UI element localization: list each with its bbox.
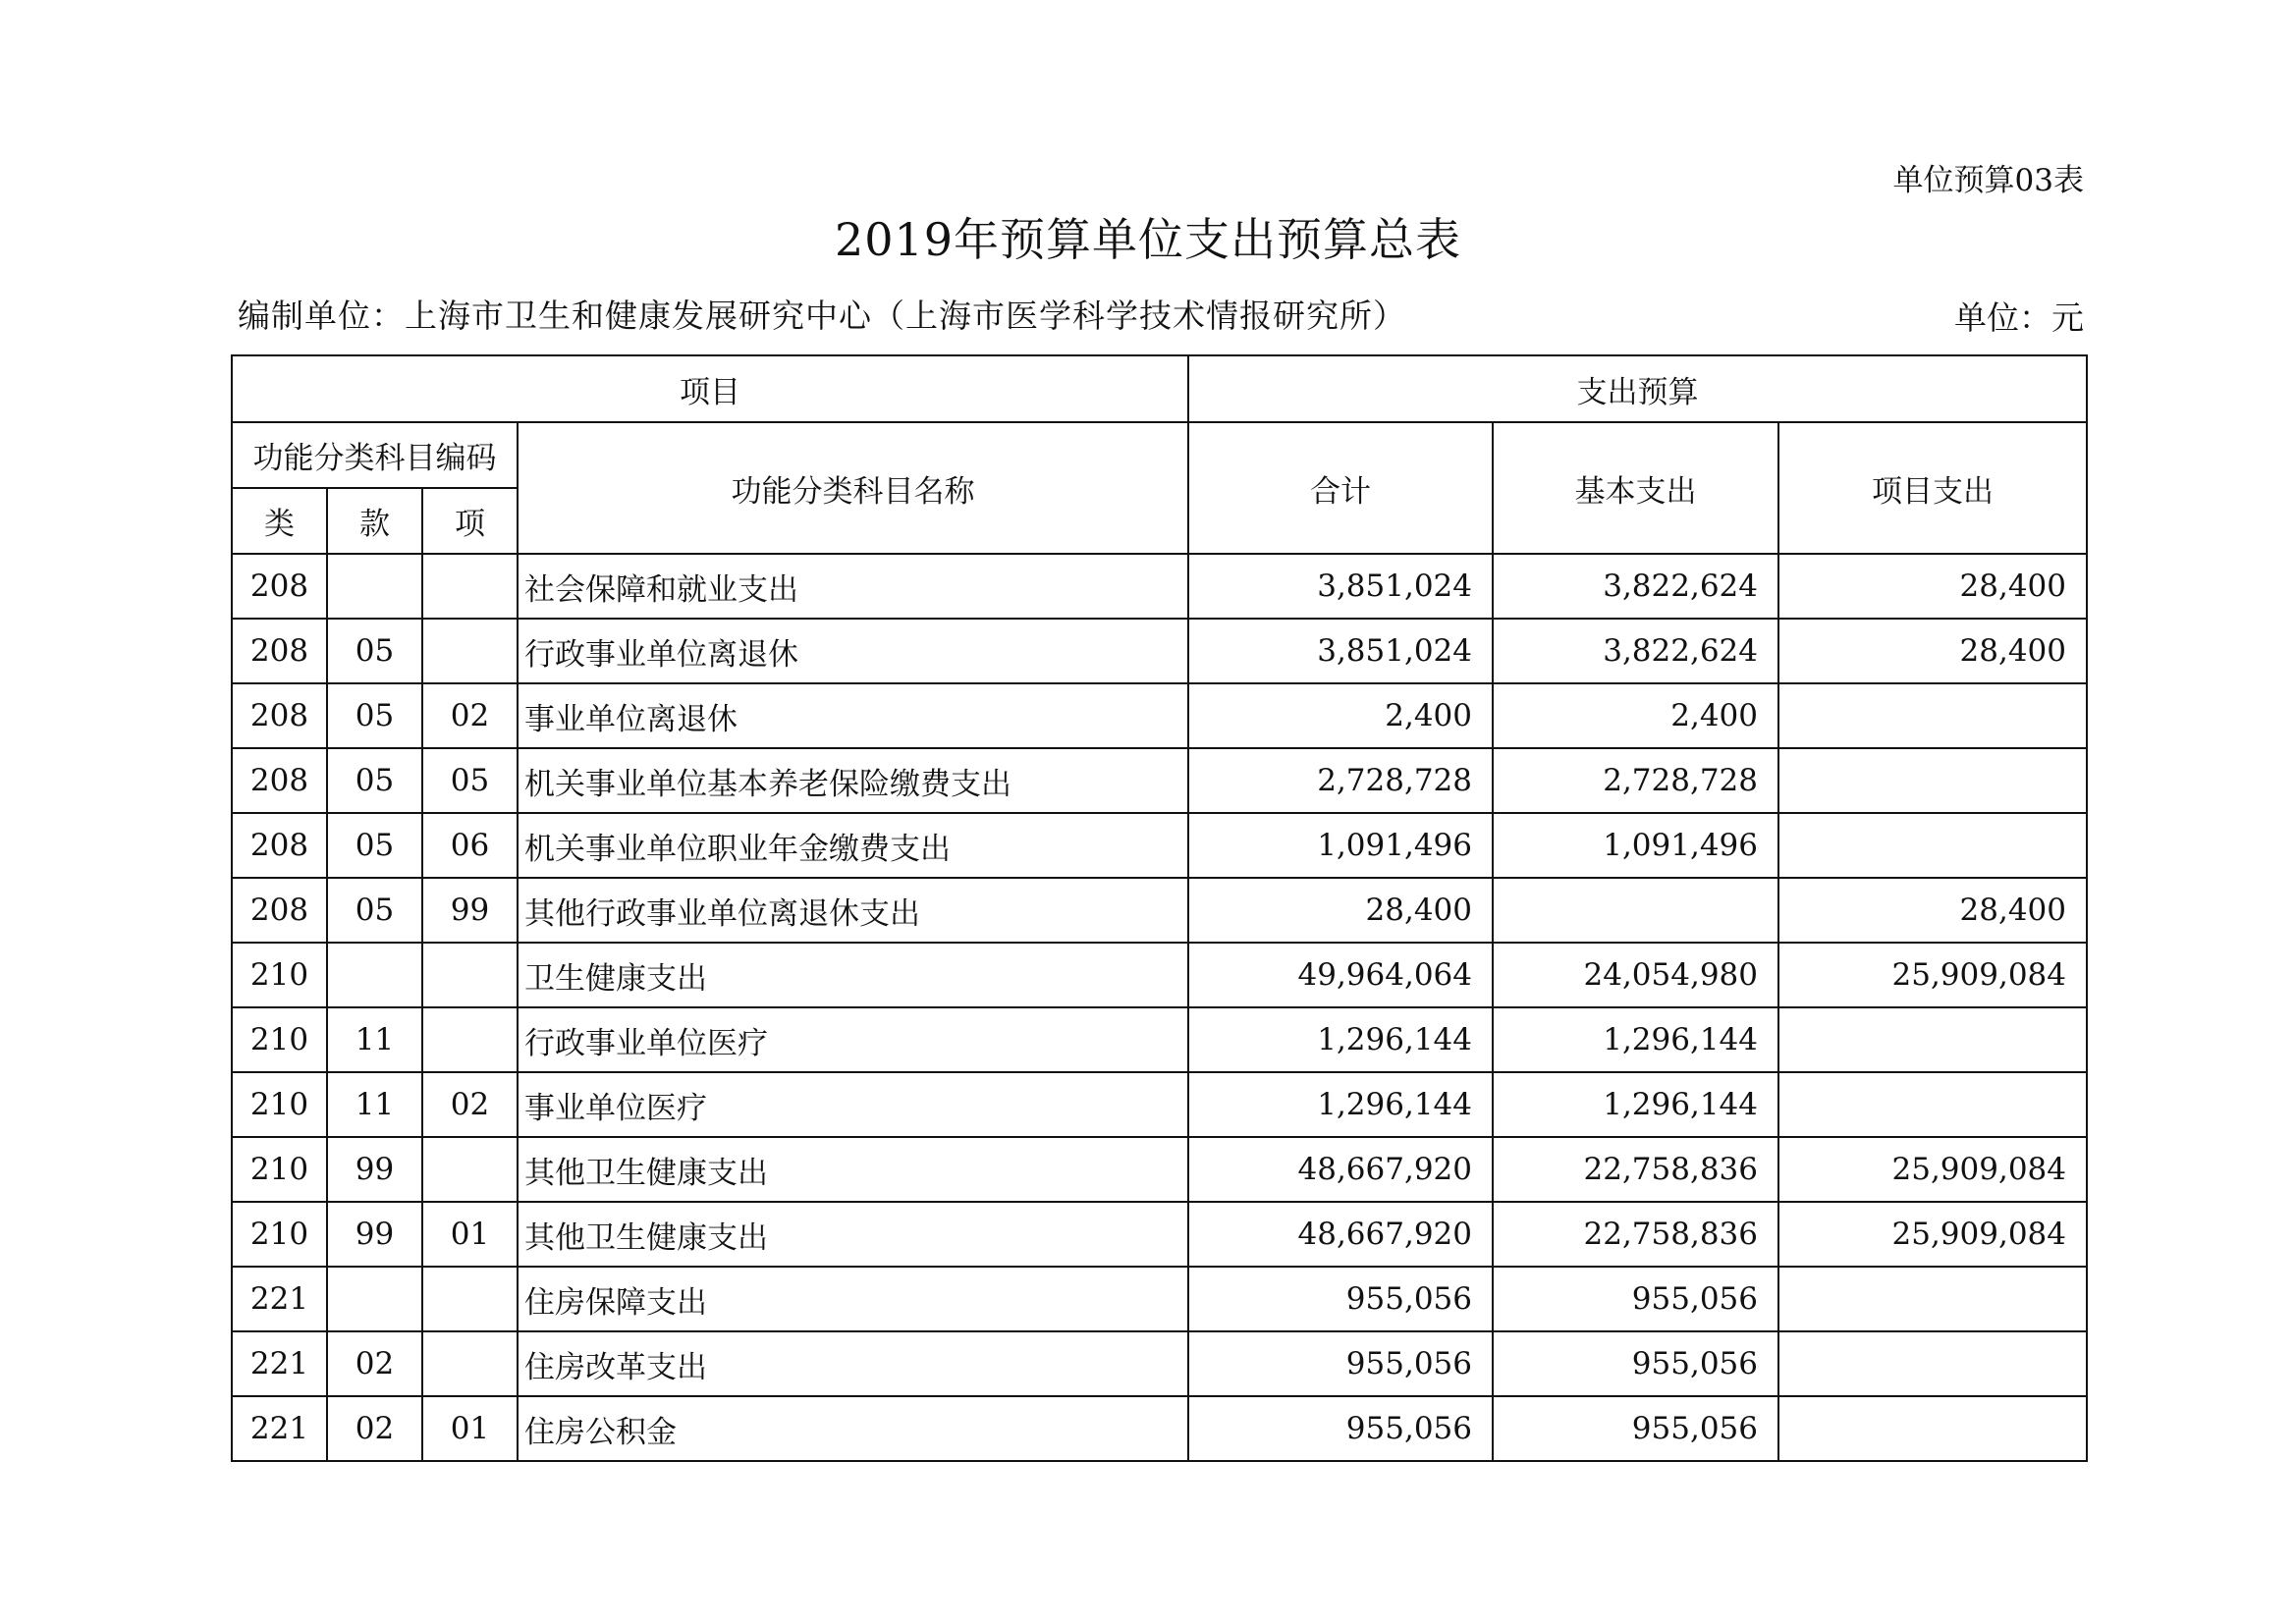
cell-name: 其他卫生健康支出 <box>518 1137 1188 1202</box>
cell-total: 3,851,024 <box>1188 554 1493 619</box>
cell-lei: 221 <box>232 1331 327 1396</box>
cell-total: 1,296,144 <box>1188 1007 1493 1072</box>
cell-basic: 2,728,728 <box>1493 748 1778 813</box>
cell-lei: 208 <box>232 683 327 748</box>
cell-lei: 208 <box>232 619 327 683</box>
cell-xiang <box>422 554 518 619</box>
cell-name: 其他卫生健康支出 <box>518 1202 1188 1267</box>
cell-xiang: 02 <box>422 683 518 748</box>
cell-kuan: 05 <box>327 619 422 683</box>
cell-project: 28,400 <box>1778 619 2087 683</box>
table-number: 单位预算03表 <box>1892 163 2084 198</box>
cell-project <box>1778 748 2087 813</box>
cell-kuan: 11 <box>327 1007 422 1072</box>
cell-lei: 221 <box>232 1396 327 1461</box>
cell-project <box>1778 1007 2087 1072</box>
cell-basic: 955,056 <box>1493 1396 1778 1461</box>
cell-project: 25,909,084 <box>1778 943 2087 1007</box>
cell-basic: 1,296,144 <box>1493 1007 1778 1072</box>
cell-lei: 210 <box>232 1137 327 1202</box>
cell-total: 28,400 <box>1188 878 1493 943</box>
cell-lei: 208 <box>232 813 327 878</box>
cell-kuan: 05 <box>327 683 422 748</box>
cell-xiang <box>422 1331 518 1396</box>
cell-project: 25,909,084 <box>1778 1202 2087 1267</box>
table-row <box>232 813 2087 878</box>
table-row <box>232 554 2087 619</box>
header-code-group: 功能分类科目编码 <box>232 422 518 488</box>
cell-basic: 3,822,624 <box>1493 619 1778 683</box>
cell-xiang <box>422 943 518 1007</box>
cell-kuan <box>327 554 422 619</box>
cell-xiang: 05 <box>422 748 518 813</box>
cell-xiang: 06 <box>422 813 518 878</box>
cell-name: 社会保障和就业支出 <box>518 554 1188 619</box>
cell-total: 2,400 <box>1188 683 1493 748</box>
cell-kuan: 05 <box>327 878 422 943</box>
cell-name: 事业单位医疗 <box>518 1072 1188 1137</box>
cell-basic: 3,822,624 <box>1493 554 1778 619</box>
header-basic-expense: 基本支出 <box>1493 422 1778 554</box>
cell-name: 机关事业单位基本养老保险缴费支出 <box>518 748 1188 813</box>
header-row-top <box>232 355 2087 422</box>
cell-xiang: 01 <box>422 1396 518 1461</box>
table-row <box>232 619 2087 683</box>
table-row <box>232 1072 2087 1137</box>
cell-total: 955,056 <box>1188 1396 1493 1461</box>
header-project-expense: 项目支出 <box>1778 422 2087 554</box>
cell-basic: 22,758,836 <box>1493 1202 1778 1267</box>
cell-xiang <box>422 1137 518 1202</box>
table-row <box>232 748 2087 813</box>
table-row <box>232 878 2087 943</box>
cell-basic: 955,056 <box>1493 1267 1778 1331</box>
cell-basic: 24,054,980 <box>1493 943 1778 1007</box>
cell-project <box>1778 683 2087 748</box>
cell-project <box>1778 1072 2087 1137</box>
cell-name: 事业单位离退休 <box>518 683 1188 748</box>
cell-kuan: 02 <box>327 1331 422 1396</box>
currency-unit: 单位：元 <box>1954 298 2084 337</box>
header-row-middle <box>232 422 2087 488</box>
cell-xiang: 02 <box>422 1072 518 1137</box>
cell-total: 3,851,024 <box>1188 619 1493 683</box>
header-category-name: 功能分类科目名称 <box>518 422 1188 554</box>
cell-total: 2,728,728 <box>1188 748 1493 813</box>
cell-name: 行政事业单位医疗 <box>518 1007 1188 1072</box>
cell-total: 1,091,496 <box>1188 813 1493 878</box>
cell-project: 28,400 <box>1778 554 2087 619</box>
header-expense-budget: 支出预算 <box>1188 355 2087 422</box>
cell-total: 955,056 <box>1188 1267 1493 1331</box>
cell-total: 955,056 <box>1188 1331 1493 1396</box>
cell-project <box>1778 1396 2087 1461</box>
cell-total: 48,667,920 <box>1188 1137 1493 1202</box>
cell-name: 住房改革支出 <box>518 1331 1188 1396</box>
budget-table <box>231 354 2088 1462</box>
cell-kuan <box>327 943 422 1007</box>
cell-xiang: 99 <box>422 878 518 943</box>
header-lei: 类 <box>232 488 327 554</box>
table-row <box>232 1267 2087 1331</box>
cell-lei: 208 <box>232 748 327 813</box>
table-row <box>232 1202 2087 1267</box>
cell-lei: 208 <box>232 554 327 619</box>
cell-basic: 1,296,144 <box>1493 1072 1778 1137</box>
table-row <box>232 683 2087 748</box>
cell-basic: 2,400 <box>1493 683 1778 748</box>
cell-total: 1,296,144 <box>1188 1072 1493 1137</box>
cell-xiang <box>422 1267 518 1331</box>
cell-name: 行政事业单位离退休 <box>518 619 1188 683</box>
cell-kuan <box>327 1267 422 1331</box>
table-row <box>232 1396 2087 1461</box>
cell-lei: 210 <box>232 1202 327 1267</box>
cell-basic: 1,091,496 <box>1493 813 1778 878</box>
cell-lei: 210 <box>232 943 327 1007</box>
cell-kuan: 05 <box>327 748 422 813</box>
cell-total: 49,964,064 <box>1188 943 1493 1007</box>
cell-xiang <box>422 619 518 683</box>
cell-name: 住房公积金 <box>518 1396 1188 1461</box>
cell-project: 28,400 <box>1778 878 2087 943</box>
cell-lei: 210 <box>232 1072 327 1137</box>
cell-xiang <box>422 1007 518 1072</box>
cell-kuan: 02 <box>327 1396 422 1461</box>
cell-lei: 210 <box>232 1007 327 1072</box>
cell-basic: 22,758,836 <box>1493 1137 1778 1202</box>
table-row <box>232 943 2087 1007</box>
header-total: 合计 <box>1188 422 1493 554</box>
cell-basic: 955,056 <box>1493 1331 1778 1396</box>
cell-name: 机关事业单位职业年金缴费支出 <box>518 813 1188 878</box>
cell-project <box>1778 1267 2087 1331</box>
table-row <box>232 1007 2087 1072</box>
cell-basic <box>1493 878 1778 943</box>
cell-kuan: 99 <box>327 1202 422 1267</box>
cell-name: 其他行政事业单位离退休支出 <box>518 878 1188 943</box>
cell-kuan: 11 <box>327 1072 422 1137</box>
cell-lei: 208 <box>232 878 327 943</box>
compiling-unit: 编制单位：上海市卫生和健康发展研究中心（上海市医学科学技术情报研究所） <box>238 297 1406 335</box>
table-row <box>232 1331 2087 1396</box>
cell-name: 住房保障支出 <box>518 1267 1188 1331</box>
page-title: 2019年预算单位支出预算总表 <box>834 213 1462 266</box>
cell-name: 卫生健康支出 <box>518 943 1188 1007</box>
cell-kuan: 05 <box>327 813 422 878</box>
header-item: 项目 <box>232 355 1188 422</box>
header-kuan: 款 <box>327 488 422 554</box>
cell-project <box>1778 813 2087 878</box>
header-xiang: 项 <box>422 488 518 554</box>
cell-xiang: 01 <box>422 1202 518 1267</box>
cell-total: 48,667,920 <box>1188 1202 1493 1267</box>
table-row <box>232 1137 2087 1202</box>
cell-kuan: 99 <box>327 1137 422 1202</box>
cell-project: 25,909,084 <box>1778 1137 2087 1202</box>
cell-project <box>1778 1331 2087 1396</box>
cell-lei: 221 <box>232 1267 327 1331</box>
